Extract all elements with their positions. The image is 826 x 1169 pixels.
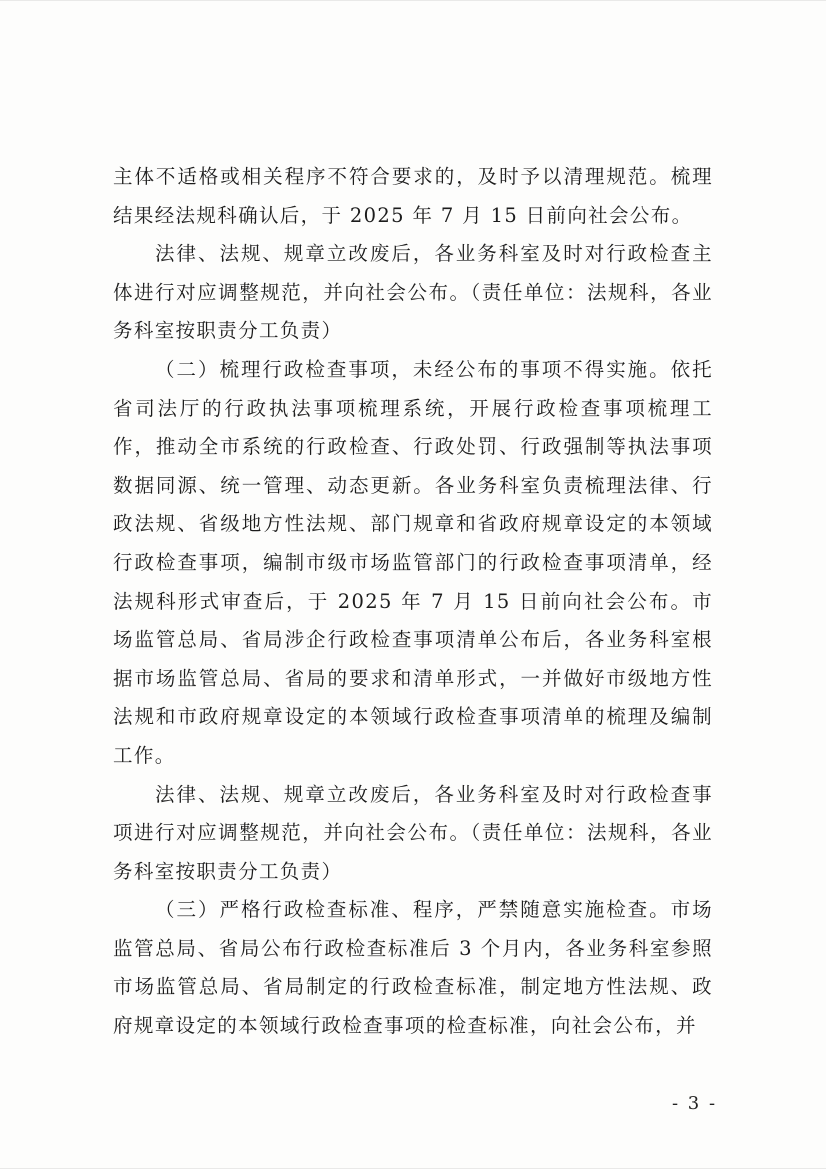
paragraph-5-section-three: （三）严格行政检查标准、程序，严禁随意实施检查。市场监管总局、省局公布行政检查标准后 3 个月内，各业务科室参照市场监管总局、省局制定的行政检查标准，制定地方性法规、政府规章设定的本领域行政检查事项的检查标准，向社会公布，并 xyxy=(113,898,713,1038)
paragraph-1: 主体不适格或相关程序不符合要求的，及时予以清理规范。梳理结果经法规科确认后，于 2025 年 7 月 15 日前向社会公布。 xyxy=(113,165,713,227)
paragraph-3-section-two: （二）梳理行政检查事项，未经公布的事项不得实施。依托省司法厅的行政执法事项梳理系统，开展行政检查事项梳理工作，推动全市系统的行政检查、行政处罚、行政强制等执法事项数据同源、统一管理、动态更新。各业务科室负责梳理法律、行政法规、省级地方性法规、部门规章和省政府规章设定的本领域行政检查事项，编制市级市场监管部门的行政检查事项清单，经法规科形式审查后，于 2025 年 7 月 15 日前向社会公布。市场监管总局、省局涉企行政检查事项清单公布后，各业务科室根据市场监管总局、省局的要求和清单形式，一并做好市级地方性法规和市政府规章设定的本领域行政检查事项清单的梳理及编制工作。 xyxy=(113,357,713,767)
paragraph-2: 法律、法规、规章立改废后，各业务科室及时对行政检查主体进行对应调整规范，并向社会公布。（责任单位：法规科，各业务科室按职责分工负责） xyxy=(113,242,713,343)
body-text xyxy=(113,158,713,1046)
paragraph-4: 法律、法规、规章立改废后，各业务科室及时对行政检查事项进行对应调整规范，并向社会公布。（责任单位：法规科，各业务科室按职责分工负责） xyxy=(113,782,713,883)
scan-edge-top xyxy=(0,0,826,1)
page-number: - 3 - xyxy=(672,1093,718,1114)
